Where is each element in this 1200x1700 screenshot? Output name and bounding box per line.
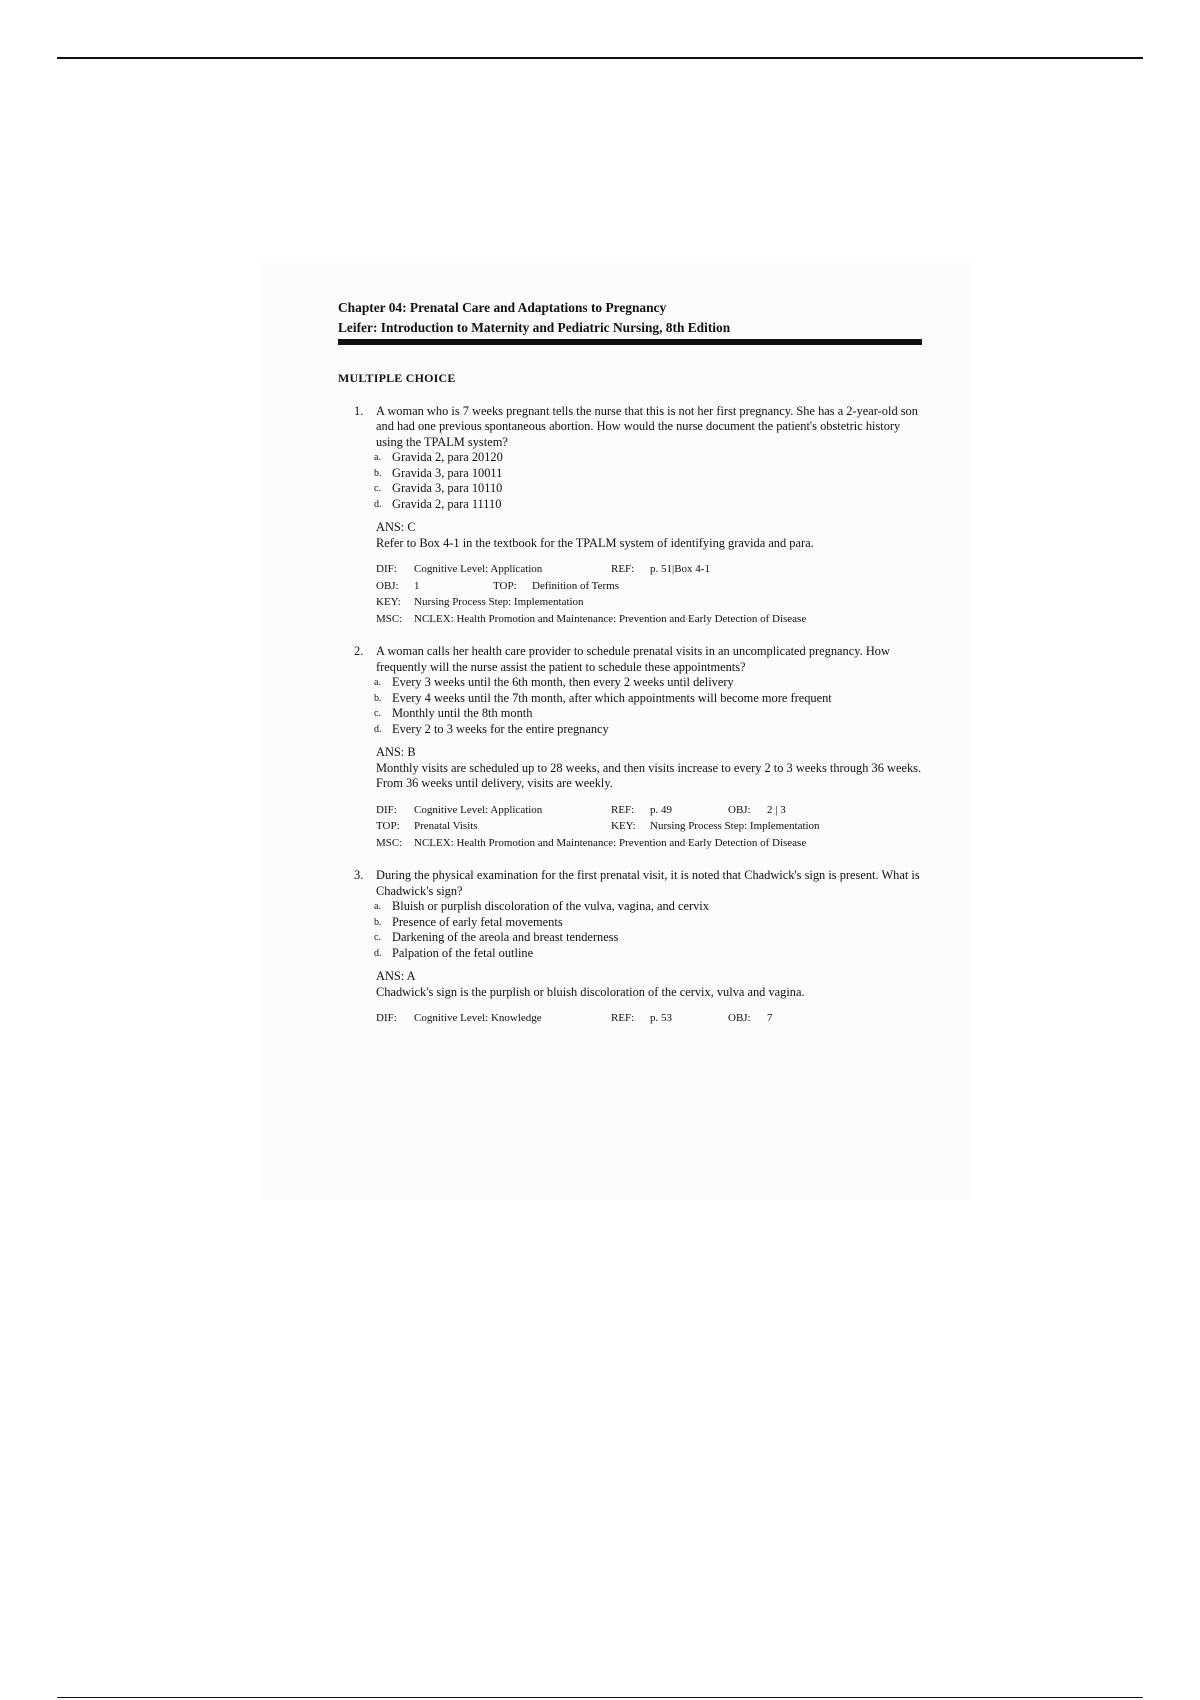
answer: ANS: A bbox=[376, 969, 416, 983]
dif-label: DIF: bbox=[376, 803, 397, 816]
top-value: Definition of Terms bbox=[532, 579, 620, 592]
question-2 bbox=[338, 644, 922, 851]
option-d bbox=[376, 722, 922, 738]
page-top-rule bbox=[57, 57, 1143, 59]
option-c bbox=[376, 481, 922, 497]
question-metadata bbox=[376, 1010, 922, 1027]
option-a bbox=[376, 899, 922, 915]
dif-value: Cognitive Level: Knowledge bbox=[414, 1012, 542, 1024]
rationale: Monthly visits are scheduled up to 28 weeks, and then visits increase to every 2 to 3 weeks through 36 weeks. From 36 weeks until delivery, visits are weekly. bbox=[376, 760, 922, 790]
option-c bbox=[376, 706, 922, 722]
ref-label: REF: bbox=[611, 803, 635, 816]
option-text: Gravida 2, para 20120 bbox=[392, 450, 503, 464]
section-heading: MULTIPLE CHOICE bbox=[338, 371, 456, 385]
rationale: Refer to Box 4-1 in the textbook for the TPALM system of identifying gravida and para. bbox=[376, 535, 814, 550]
key-value: Nursing Process Step: Implementation bbox=[650, 820, 820, 832]
option-text: Every 3 weeks until the 6th month, then every 2 weeks until delivery bbox=[392, 675, 734, 689]
question-metadata bbox=[376, 802, 922, 852]
option-b bbox=[376, 466, 922, 482]
option-letter: c. bbox=[374, 483, 381, 494]
option-d bbox=[376, 946, 922, 962]
option-letter: b. bbox=[374, 916, 382, 928]
msc-value: NCLEX: Health Promotion and Maintenance: Prevention and Early Detection of Disease bbox=[414, 612, 807, 625]
option-text: Darkening of the areola and breast tenderness bbox=[392, 930, 619, 944]
option-letter: d. bbox=[374, 723, 382, 735]
obj-value: 1 bbox=[414, 579, 420, 592]
obj-label: OBJ: bbox=[728, 1012, 751, 1024]
option-letter: b. bbox=[374, 467, 382, 479]
option-text: Every 2 to 3 weeks for the entire pregnancy bbox=[392, 721, 609, 736]
book-title: Leifer: Introduction to Maternity and Pediatric Nursing, 8th Edition bbox=[338, 320, 731, 335]
dif-value: Cognitive Level: Application bbox=[414, 803, 543, 816]
option-letter: d. bbox=[374, 947, 382, 959]
ref-value: p. 51|Box 4-1 bbox=[650, 563, 710, 575]
question-number: 1. bbox=[354, 403, 364, 418]
option-letter: a. bbox=[374, 901, 381, 912]
option-d bbox=[376, 497, 922, 513]
option-text: Monthly until the 8th month bbox=[392, 706, 533, 720]
dif-label: DIF: bbox=[376, 1012, 397, 1024]
options-list bbox=[376, 899, 922, 961]
option-letter: a. bbox=[374, 452, 381, 463]
obj-label: OBJ: bbox=[376, 579, 399, 592]
page-bottom-rule bbox=[57, 1697, 1143, 1698]
option-a bbox=[376, 675, 922, 691]
top-label: TOP: bbox=[493, 579, 517, 592]
option-text: Bluish or purplish discoloration of the vulva, vagina, and cervix bbox=[392, 899, 709, 913]
msc-label: MSC: bbox=[376, 612, 403, 625]
ref-label: REF: bbox=[611, 1012, 635, 1024]
option-letter: c. bbox=[374, 708, 381, 719]
obj-label: OBJ: bbox=[728, 803, 751, 816]
document-body bbox=[338, 298, 922, 1027]
question-metadata bbox=[376, 561, 922, 627]
option-b bbox=[376, 691, 922, 707]
option-text: Gravida 3, para 10011 bbox=[392, 465, 503, 480]
option-letter: a. bbox=[374, 677, 381, 688]
question-number: 2. bbox=[354, 644, 364, 658]
msc-value: NCLEX: Health Promotion and Maintenance: Prevention and Early Detection of Disease bbox=[414, 836, 807, 849]
option-c bbox=[376, 930, 922, 946]
obj-value: 7 bbox=[767, 1012, 773, 1024]
top-value: Prenatal Visits bbox=[414, 820, 478, 832]
title-underline bbox=[338, 339, 922, 345]
option-text: Every 4 weeks until the 7th month, after which appointments will become more frequent bbox=[392, 690, 832, 705]
ref-value: p. 49 bbox=[650, 803, 672, 816]
ref-label: REF: bbox=[611, 563, 635, 575]
question-3 bbox=[338, 868, 922, 1027]
msc-label: MSC: bbox=[376, 836, 403, 849]
option-text: Palpation of the fetal outline bbox=[392, 945, 534, 960]
option-a bbox=[376, 450, 922, 466]
question-1 bbox=[338, 404, 922, 628]
question-stem: A woman calls her health care provider to schedule prenatal visits in an uncomplicated pregnancy. How frequently will the nurse assist the patient to schedule these appointments? bbox=[376, 644, 890, 674]
key-value: Nursing Process Step: Implementation bbox=[414, 596, 584, 608]
option-text: Gravida 2, para 11110 bbox=[392, 496, 502, 511]
option-text: Gravida 3, para 10110 bbox=[392, 481, 503, 495]
option-b bbox=[376, 915, 922, 931]
chapter-title: Chapter 04: Prenatal Care and Adaptations to Pregnancy bbox=[338, 300, 667, 315]
option-letter: d. bbox=[374, 498, 382, 510]
question-number: 3. bbox=[354, 868, 364, 882]
top-label: TOP: bbox=[376, 820, 400, 832]
obj-value: 2 | 3 bbox=[767, 803, 786, 816]
option-letter: c. bbox=[374, 932, 381, 943]
question-stem: A woman who is 7 weeks pregnant tells the nurse that this is not her first pregnancy. She has a 2-year-old son and had one previous spontaneous abortion. How would the nurse document the patient's obstetric history using the TPALM system? bbox=[376, 403, 918, 449]
option-text: Presence of early fetal movements bbox=[392, 914, 563, 929]
dif-value: Cognitive Level: Application bbox=[414, 563, 543, 575]
answer: ANS: B bbox=[376, 745, 416, 759]
question-stem: During the physical examination for the first prenatal visit, it is noted that Chadwick's sign is present. What is Chadwick's sign? bbox=[376, 868, 920, 898]
ref-value: p. 53 bbox=[650, 1012, 672, 1024]
rationale: Chadwick's sign is the purplish or bluish discoloration of the cervix, vulva and vagina. bbox=[376, 984, 805, 999]
option-letter: b. bbox=[374, 692, 382, 704]
answer: ANS: C bbox=[376, 520, 416, 534]
options-list bbox=[376, 675, 922, 737]
key-label: KEY: bbox=[611, 820, 636, 832]
key-label: KEY: bbox=[376, 596, 401, 608]
options-list bbox=[376, 450, 922, 512]
dif-label: DIF: bbox=[376, 563, 397, 575]
